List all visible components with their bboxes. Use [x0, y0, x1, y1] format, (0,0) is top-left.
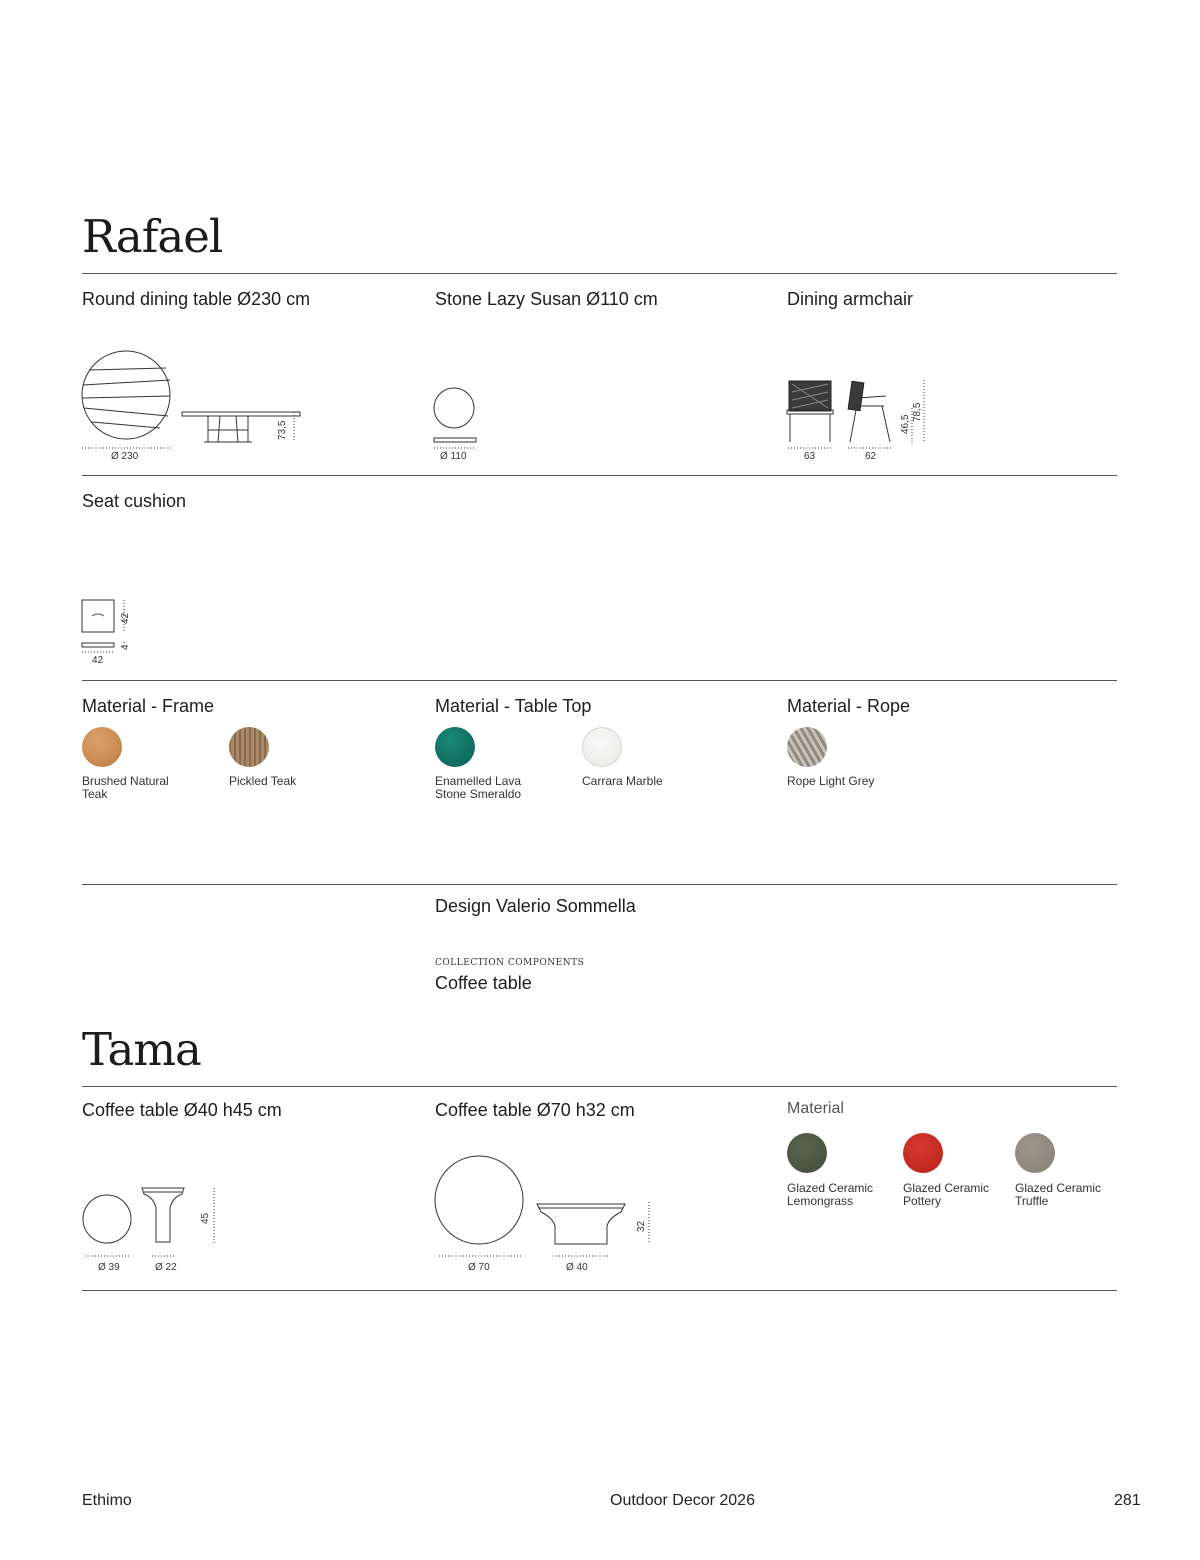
- dimension-label: 73,5: [277, 420, 288, 440]
- material-name: Pickled Teak: [229, 774, 297, 788]
- product-label: Seat cushion: [82, 491, 187, 511]
- material-swatch: [229, 727, 269, 767]
- material-swatch: [903, 1133, 943, 1173]
- material-heading: Material - Frame: [82, 696, 215, 716]
- dimension-label: Ø 39: [98, 1262, 120, 1273]
- dimension-label: 62: [865, 451, 877, 462]
- dimension-label: 45: [200, 1212, 211, 1224]
- material-name: Rope Light Grey: [787, 774, 875, 788]
- material-swatch: [82, 727, 122, 767]
- divider: [82, 884, 1117, 885]
- material-swatch: [1015, 1133, 1055, 1173]
- divider: [82, 680, 1117, 681]
- material-name: Glazed Ceramic Lemongrass: [787, 1181, 874, 1208]
- product-label: Round dining table Ø230 cm: [82, 289, 311, 309]
- material-name: Carrara Marble: [582, 774, 663, 788]
- dimension-label: 42: [120, 612, 131, 624]
- collection-title-rafael: Rafael: [82, 210, 223, 263]
- product-label: Coffee table Ø40 h45 cm: [82, 1100, 282, 1120]
- material-swatch: [787, 1133, 827, 1173]
- collection-components-heading: COLLECTION COMPONENTS: [435, 958, 585, 968]
- material-swatch: [787, 727, 827, 767]
- page-number: 281: [1114, 1492, 1141, 1509]
- dimension-label: Ø 230: [111, 451, 139, 462]
- material-heading: Material - Rope: [787, 696, 911, 716]
- material-name: Glazed Ceramic Pottery: [903, 1181, 990, 1208]
- collection-title-tama: Tama: [82, 1023, 201, 1076]
- product-label: Dining armchair: [787, 289, 914, 309]
- material-name: Brushed Natural Teak: [82, 774, 169, 801]
- divider: [82, 1290, 1117, 1291]
- dimension-label: 78,5: [912, 402, 923, 422]
- dimension-label: 32: [636, 1220, 647, 1232]
- dimension-label: Ø 40: [566, 1262, 588, 1273]
- product-label: Stone Lazy Susan Ø110 cm: [435, 289, 658, 309]
- divider: [82, 1086, 1117, 1087]
- coffee-table-small-drawing: [80, 1184, 225, 1264]
- dimension-label: 42: [92, 655, 104, 666]
- coffee-table-large-drawing: [433, 1154, 658, 1264]
- footer-catalog-title: Outdoor Decor 2026: [610, 1492, 755, 1509]
- material-name: Enamelled Lava Stone Smeraldo: [435, 774, 522, 801]
- dimension-label: Ø 110: [440, 451, 467, 462]
- material-swatch: [435, 727, 475, 767]
- dimension-label: 46,5: [900, 414, 911, 434]
- material-heading: Material - Table Top: [435, 696, 592, 716]
- divider: [82, 475, 1117, 476]
- material-name: Glazed Ceramic Truffle: [1015, 1181, 1102, 1208]
- round-table-drawing: [80, 350, 310, 450]
- seat-cushion-drawing: [80, 598, 140, 658]
- footer-brand: Ethimo: [82, 1492, 132, 1509]
- product-label: Coffee table Ø70 h32 cm: [435, 1100, 635, 1120]
- lazy-susan-drawing: [432, 386, 482, 456]
- designer-credit: Design Valerio Sommella: [435, 896, 636, 916]
- dimension-label: 63: [804, 451, 816, 462]
- collection-component-item: Coffee table: [435, 973, 532, 993]
- material-heading: Material: [787, 1100, 844, 1117]
- dimension-label: Ø 22: [155, 1262, 177, 1273]
- dimension-label: 4: [120, 644, 131, 650]
- divider: [82, 273, 1117, 274]
- material-swatch: [582, 727, 622, 767]
- dimension-label: Ø 70: [468, 1262, 490, 1273]
